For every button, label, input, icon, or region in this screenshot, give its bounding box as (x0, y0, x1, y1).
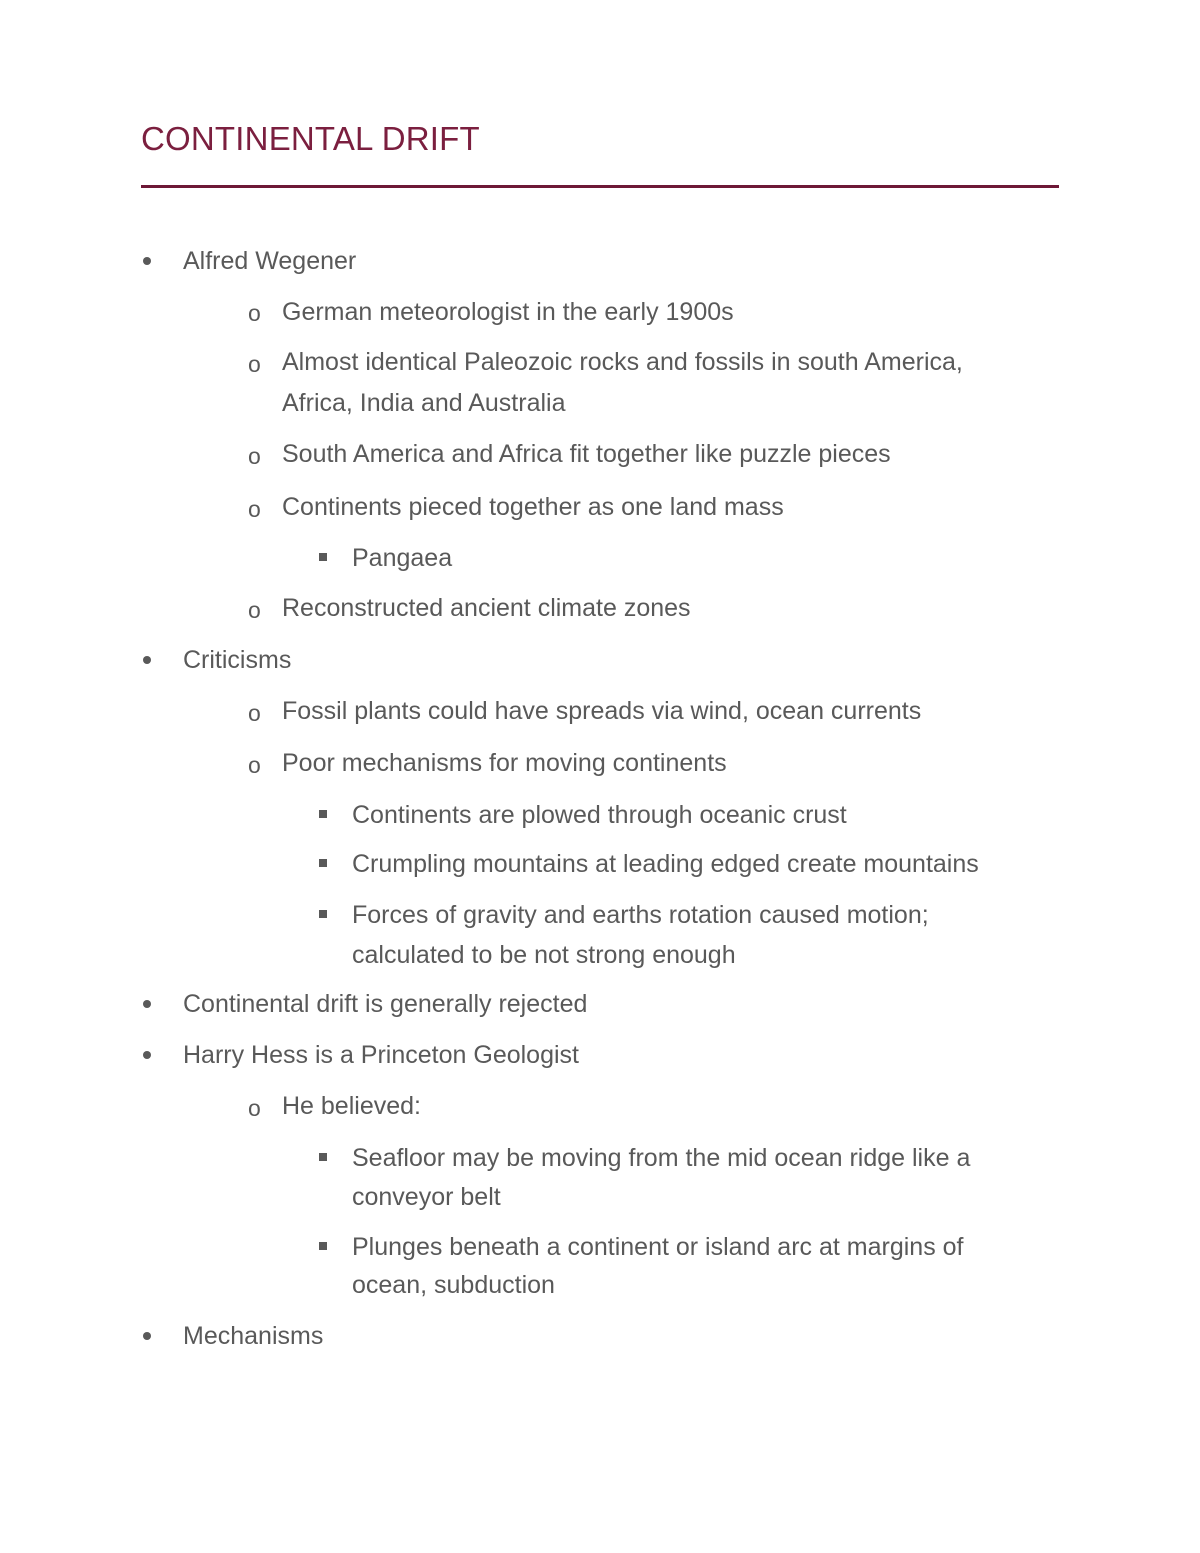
bullet-circle-icon: o (248, 700, 261, 726)
page-title: CONTINENTAL DRIFT (141, 120, 480, 157)
list-item-continuation: calculated to be not strong enough (352, 941, 736, 969)
bullet-circle-icon: o (248, 496, 261, 522)
list-item: Mechanisms (183, 1322, 324, 1350)
list-item: Fossil plants could have spreads via wind, ocean currents (282, 697, 922, 725)
list-item: Harry Hess is a Princeton Geologist (183, 1041, 579, 1069)
bullet-dot-icon (143, 1000, 151, 1008)
bullet-circle-icon: o (248, 1095, 261, 1121)
bullet-dot-icon (143, 1051, 151, 1059)
list-item: Forces of gravity and earths rotation caused motion; (352, 901, 929, 929)
bullet-circle-icon: o (248, 752, 261, 778)
list-item: Plunges beneath a continent or island arc at margins of (352, 1233, 964, 1261)
bullet-circle-icon: o (248, 300, 261, 326)
list-item-continuation: conveyor belt (352, 1183, 501, 1211)
bullet-square-icon (319, 553, 327, 561)
bullet-square-icon (319, 1153, 327, 1161)
list-item: Seafloor may be moving from the mid ocean ridge like a (352, 1144, 971, 1172)
list-item-continuation: ocean, subduction (352, 1271, 555, 1299)
bullet-circle-icon: o (248, 597, 261, 623)
list-item: South America and Africa fit together like puzzle pieces (282, 440, 891, 468)
bullet-square-icon (319, 910, 327, 918)
bullet-circle-icon: o (248, 443, 261, 469)
list-item: He believed: (282, 1092, 421, 1120)
list-item: Alfred Wegener (183, 247, 357, 275)
list-item: Continents are plowed through oceanic crust (352, 801, 847, 829)
list-item: Reconstructed ancient climate zones (282, 594, 691, 622)
bullet-dot-icon (143, 257, 151, 265)
bullet-dot-icon (143, 1332, 151, 1340)
list-item: Crumpling mountains at leading edged create mountains (352, 850, 979, 878)
bullet-square-icon (319, 810, 327, 818)
list-item: Poor mechanisms for moving continents (282, 749, 727, 777)
bullet-dot-icon (143, 656, 151, 664)
bullet-square-icon (319, 859, 327, 867)
list-item-continuation: Africa, India and Australia (282, 389, 566, 417)
list-item: Criticisms (183, 646, 292, 674)
list-item: Continental drift is generally rejected (183, 990, 588, 1018)
list-item: Almost identical Paleozoic rocks and fossils in south America, (282, 348, 963, 376)
list-item: Pangaea (352, 544, 453, 572)
bullet-square-icon (319, 1242, 327, 1250)
list-item: Continents pieced together as one land mass (282, 493, 784, 521)
bullet-circle-icon: o (248, 351, 261, 377)
title-underline (141, 185, 1059, 188)
list-item: German meteorologist in the early 1900s (282, 298, 734, 326)
